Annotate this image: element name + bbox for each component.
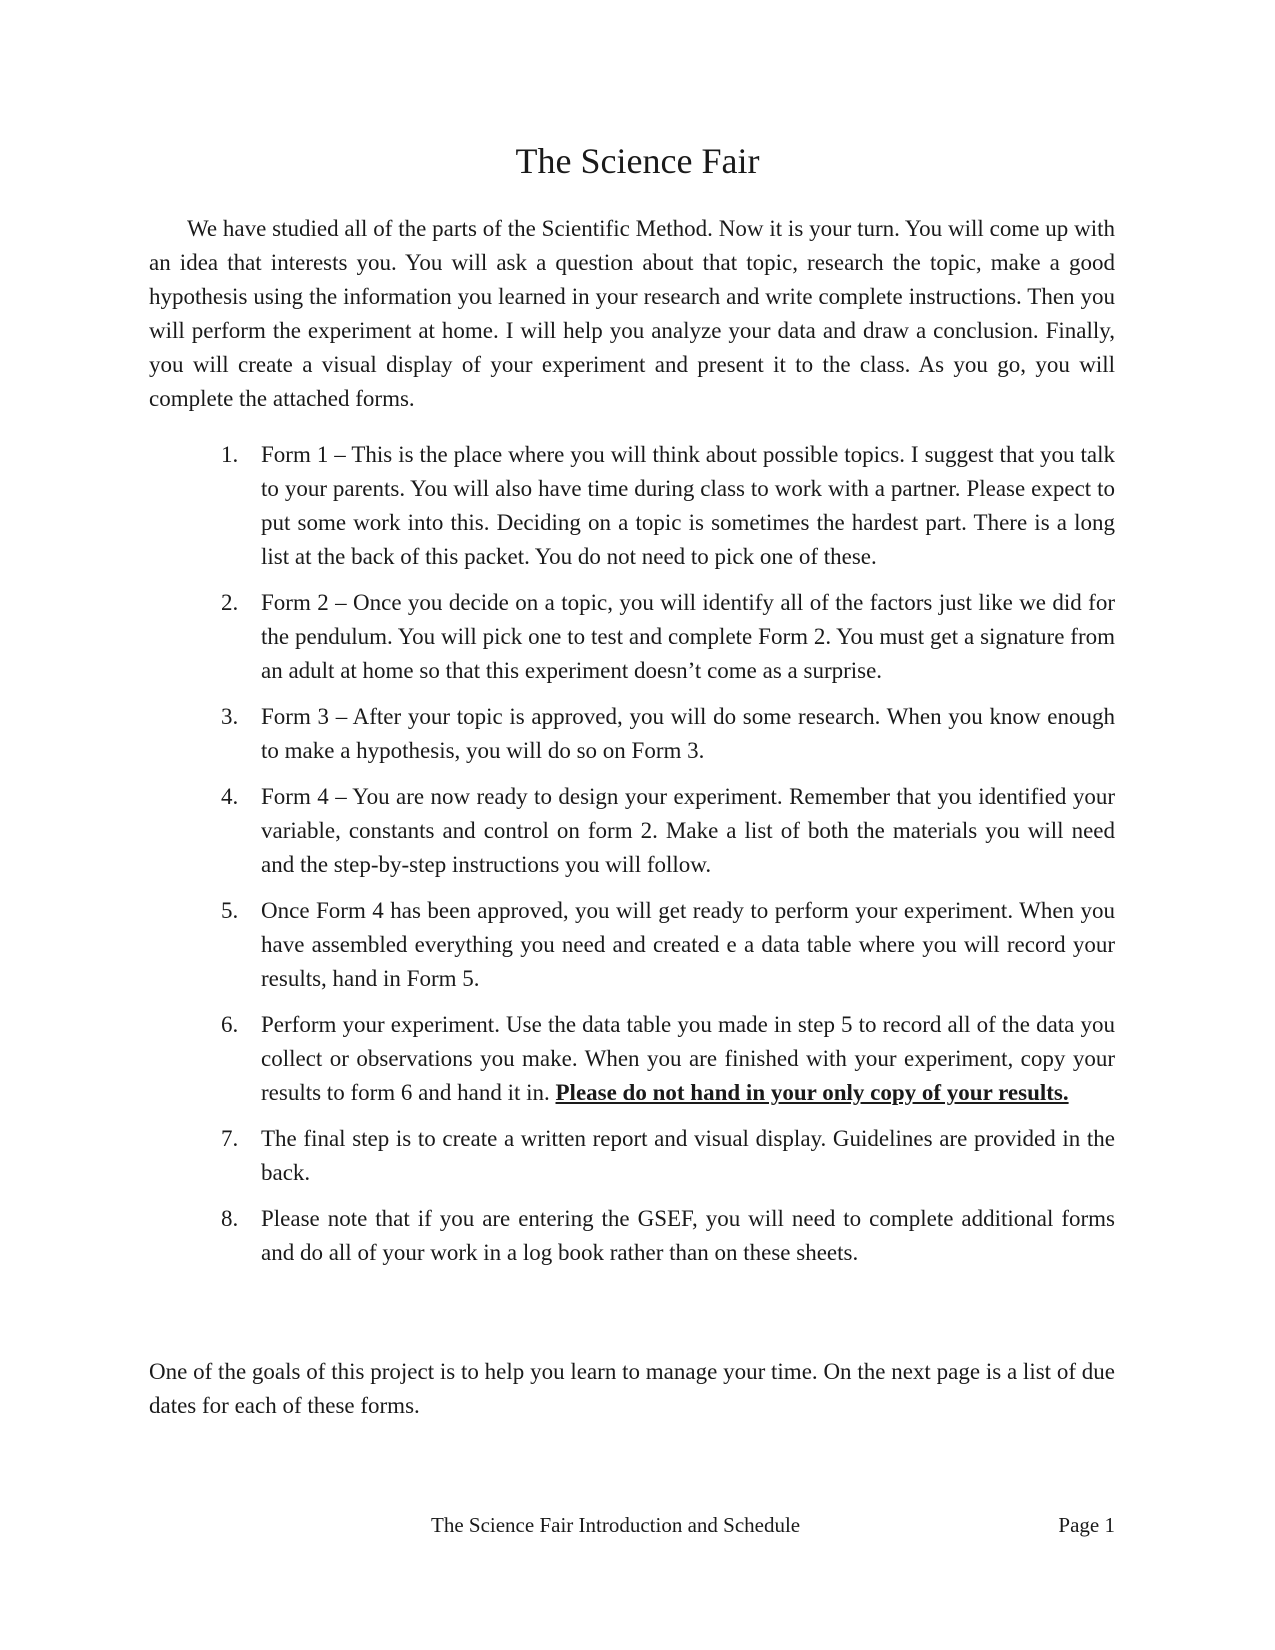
page-footer [149, 1513, 1115, 1543]
step-number: 3. [221, 704, 239, 729]
step-number: 4. [221, 784, 239, 809]
step-item [149, 1008, 1115, 1110]
step-text: Form 3 – After your topic is approved, you will do some research. When you know enough to make a hypothesis, you will do so on Form 3. [261, 704, 1115, 763]
step-text: Perform your experiment. Use the data table you made in step 5 to record all of the data you collect or observations you make. When you are finished with your experiment, copy your results to form 6 and hand it in. [261, 1012, 1115, 1105]
step-item [149, 780, 1115, 882]
step-item [149, 1202, 1115, 1270]
step-text: The final step is to create a written report and visual display. Guidelines are provided in the back. [261, 1126, 1115, 1185]
step-number: 2. [221, 590, 239, 615]
step-text: Form 1 – This is the place where you will think about possible topics. I suggest that you talk to your parents. You will also have time during class to work with a partner. Please expect to put some work into this. Deciding on a topic is sometimes the hardest part. There is a long list at the back of this packet. You do not need to pick one of these. [261, 442, 1115, 569]
step-number: 1. [221, 442, 239, 467]
step-text: Once Form 4 has been approved, you will get ready to perform your experiment. When you have assembled everything you need and created e a data table where you will record your results, hand in Form 5. [261, 898, 1115, 991]
step-text: Form 2 – Once you decide on a topic, you will identify all of the factors just like we did for the pendulum. You will pick one to test and complete Form 2. You must get a signature from an adult at home so that this experiment doesn’t come as a surprise. [261, 590, 1115, 683]
step-number: 7. [221, 1126, 239, 1151]
step-item [149, 438, 1115, 574]
closing-paragraph: One of the goals of this project is to help you learn to manage your time. On the next page is a list of due dates for each of these forms. [149, 1359, 1115, 1418]
intro-paragraph: We have studied all of the parts of the Scientific Method. Now it is your turn. You will come up with an idea that interests you. You will ask a question about that topic, research the topic, make a good hypothesis using the information you learned in your research and write complete instructions. Then you will perform the experiment at home. I will help you analyze your data and draw a conclusion. Finally, you will create a visual display of your experiment and present it to the class. As you go, you will complete the attached forms. [149, 216, 1115, 411]
step-text: Please note that if you are entering the GSEF, you will need to complete additional forms and do all of your work in a log book rather than on these sheets. [261, 1206, 1115, 1265]
step-number: 8. [221, 1206, 239, 1231]
step-number: 5. [221, 898, 239, 923]
footer-title: The Science Fair Introduction and Schedule [431, 1513, 801, 1537]
step-text: Form 4 – You are now ready to design your experiment. Remember that you identified your variable, constants and control on form 2. Make a list of both the materials you will need and the step-by-step instructions you will follow. [261, 784, 1115, 877]
step-item [149, 586, 1115, 688]
step-item [149, 894, 1115, 996]
step-emphasis-warning: Please do not hand in your only copy of your results. [555, 1080, 1069, 1105]
step-item [149, 700, 1115, 768]
page-title: The Science Fair [515, 141, 760, 181]
step-item [149, 1122, 1115, 1190]
footer-page-number: Page 1 [1058, 1513, 1115, 1537]
steps-list [149, 438, 1115, 1282]
step-number: 6. [221, 1012, 239, 1037]
